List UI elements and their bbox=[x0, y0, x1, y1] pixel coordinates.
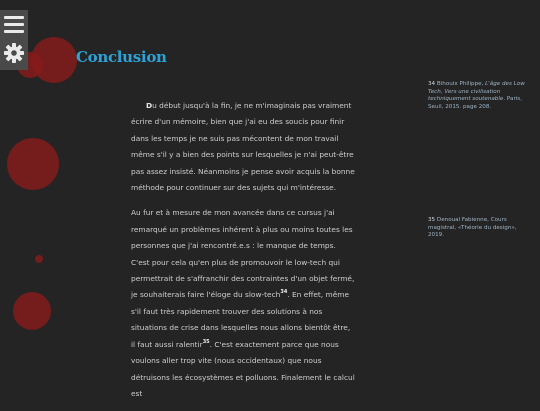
menu-bar bbox=[4, 16, 24, 19]
decor-circle bbox=[35, 255, 43, 263]
note-number: 34 bbox=[428, 81, 436, 87]
gear-icon[interactable] bbox=[3, 42, 25, 64]
note-text: Bihouix Philippe, bbox=[436, 81, 486, 87]
decor-circle bbox=[13, 292, 51, 330]
note-number: 35 bbox=[428, 217, 436, 223]
toolbar bbox=[0, 10, 28, 70]
paragraph-text: . C'est exactement parce que nous voulons aller trop vite (nous occidentaux) que nous détruisons les écosystèmes et polluons. Finalement le calcul est bbox=[131, 339, 355, 398]
section-heading: Conclusion bbox=[76, 48, 167, 66]
paragraph bbox=[131, 98, 356, 196]
footnote-ref-35[interactable]: 35 bbox=[202, 338, 210, 345]
paragraph bbox=[131, 205, 356, 402]
note-text: . Paris, Seuil, 2015. page 208. bbox=[428, 96, 522, 110]
decor-circle bbox=[7, 138, 59, 190]
note-text: Denoual Fabienne, Cours magistral, «Théorie du design», 2019. bbox=[428, 217, 517, 239]
body-text bbox=[131, 98, 356, 411]
side-note-34 bbox=[428, 81, 526, 111]
menu-bar bbox=[4, 23, 24, 26]
drop-cap: D bbox=[146, 101, 153, 110]
paragraph-text: u début jusqu'à la fin, je ne m'imaginais pas vraiment écrire d'un mémoire, bien que j'ai eu des soucis pour finir dans les temps je ne suis pas mécontent de mon travail même s'il y a bien des points sur lesquelles je n'ai peut-être pas assez insisté. Néanmoins je pense avoir acquis la bonne méthode pour continuer sur des sujets qui m'intéresse. bbox=[131, 101, 355, 193]
side-note-35 bbox=[428, 217, 526, 240]
hamburger-menu-icon[interactable] bbox=[4, 16, 24, 34]
menu-bar bbox=[4, 30, 24, 33]
note-title: L'âge des Low Tech, Vers une civilisation techniquement soutenable bbox=[428, 81, 525, 103]
paragraph-text: . En effet, même s'il faut très rapidement trouver des solutions à nos situations de crise dans lesquelles nous allons bientôt être, il faut aussi ralentir bbox=[131, 290, 351, 349]
footnote-ref-34[interactable]: 34 bbox=[280, 289, 288, 296]
gear-icon-graphic bbox=[3, 42, 25, 64]
paragraph-text: Au fur et à mesure de mon avancée dans ce cursus j'ai remarqué un problèmes inhérent à plus ou moins toutes les personnes que j'ai rencontré.e.s : le manque de temps. C'est pour cela qu'en plus de promouvoir le low-tech qui permettrait de s'affranchir des contraintes d'un objet fermé, je souhaiterais faire l'éloge du slow-tech bbox=[131, 208, 355, 300]
